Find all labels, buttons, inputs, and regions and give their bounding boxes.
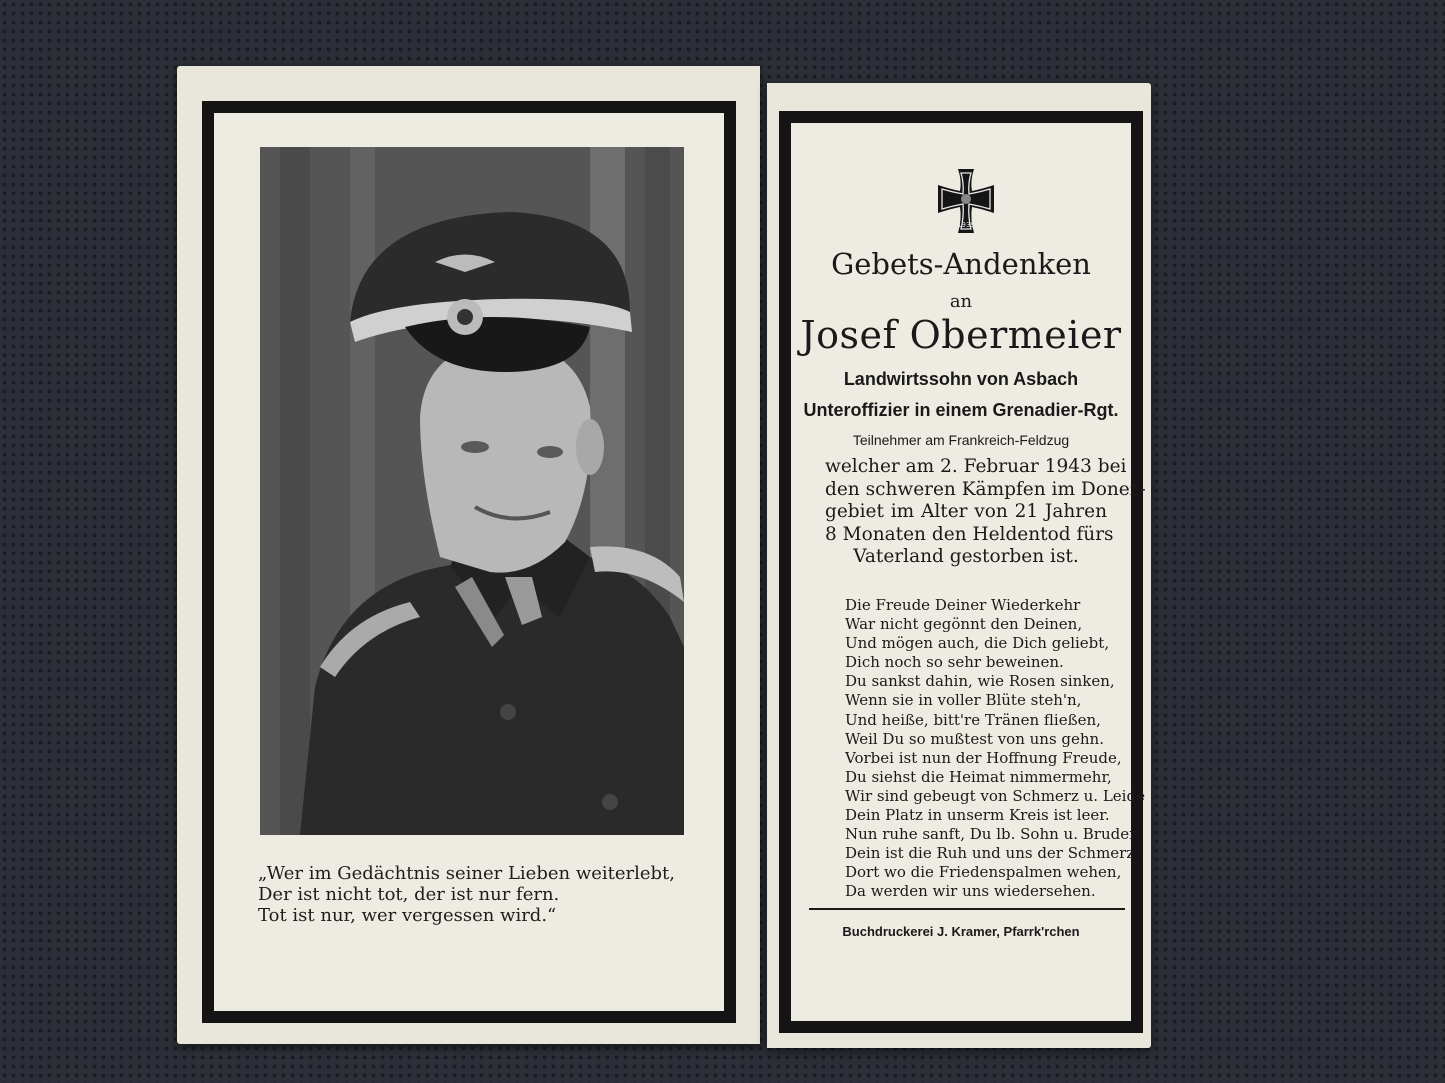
poem-line: Du siehst die Heimat nimmermehr, [845, 767, 1112, 786]
printer-credit: Buchdruckerei J. Kramer, Pfarrk'rchen [842, 924, 1080, 939]
card-title: Gebets-Andenken [831, 247, 1091, 281]
poem-line: Dein Platz in unserm Kreis ist leer. [845, 806, 1110, 825]
obituary-line: welcher am 2. Februar 1943 bei [825, 456, 1127, 477]
poem-line: Und heiße, bitt're Tränen fließen, [845, 710, 1101, 729]
iron-cross-icon [936, 167, 996, 235]
poem-line: War nicht gegönnt den Deinen, [845, 615, 1083, 634]
poem-line: Dort wo die Friedenspalmen wehen, [845, 863, 1122, 882]
obituary-line: Vaterland gestorben ist. [853, 546, 1079, 567]
poem-line: Du sankst dahin, wie Rosen sinken, [845, 672, 1115, 691]
title-connector: an [949, 291, 973, 312]
origin-line: Landwirtssohn von Asbach [843, 369, 1079, 389]
memorial-quote [258, 863, 698, 926]
quote-line: Der ist nicht tot, der ist nur fern. [258, 884, 560, 905]
obituary-line: gebiet im Alter von 21 Jahren [825, 501, 1107, 522]
obituary-line: den schweren Kämpfen im Donez- [825, 478, 1146, 500]
obituary-line: 8 Monaten den Heldentod fürs [825, 523, 1114, 545]
memorial-card-right-panel [767, 83, 1151, 1048]
poem-line: Dich noch so sehr beweinen. [845, 653, 1064, 672]
portrait-illustration [260, 147, 684, 835]
poem-line: Wenn sie in voller Blüte steh'n, [845, 691, 1082, 710]
cross-year: 1939 [957, 221, 975, 229]
poem-line: Da werden wir uns wiedersehen. [845, 882, 1096, 901]
soldier-portrait-photo [260, 147, 684, 835]
poem-line: Vorbei ist nun der Hoffnung Freude, [845, 748, 1122, 767]
obituary-text [825, 456, 1146, 569]
memorial-card-left-panel [177, 66, 760, 1044]
memorial-poem [845, 596, 1145, 902]
divider-line [809, 908, 1125, 910]
poem-line: Weil Du so mußtest von uns gehn. [845, 729, 1104, 748]
mourning-border-right [779, 111, 1146, 1033]
quote-line: Tot ist nur, wer vergessen wird.“ [258, 905, 557, 926]
poem-line: Die Freude Deiner Wiederkehr [845, 596, 1081, 614]
quote-line: „Wer im Gedächtnis seiner Lieben weiterlebt, [258, 863, 676, 884]
rank-line: Unteroffizier in einem Grenadier-Rgt. [803, 400, 1119, 420]
poem-line: Nun ruhe sanft, Du lb. Sohn u. Bruder [845, 825, 1137, 844]
campaign-line: Teilnehmer am Frankreich-Feldzug [852, 432, 1070, 448]
poem-line: Dein ist die Ruh und uns der Schmerz. [845, 844, 1140, 863]
poem-line: Wir sind gebeugt von Schmerz u. Leide [845, 786, 1145, 805]
deceased-name: Josef Obermeier [800, 313, 1122, 357]
poem-line: Und mögen auch, die Dich geliebt, [845, 634, 1110, 653]
mourning-border-left [202, 101, 736, 1023]
